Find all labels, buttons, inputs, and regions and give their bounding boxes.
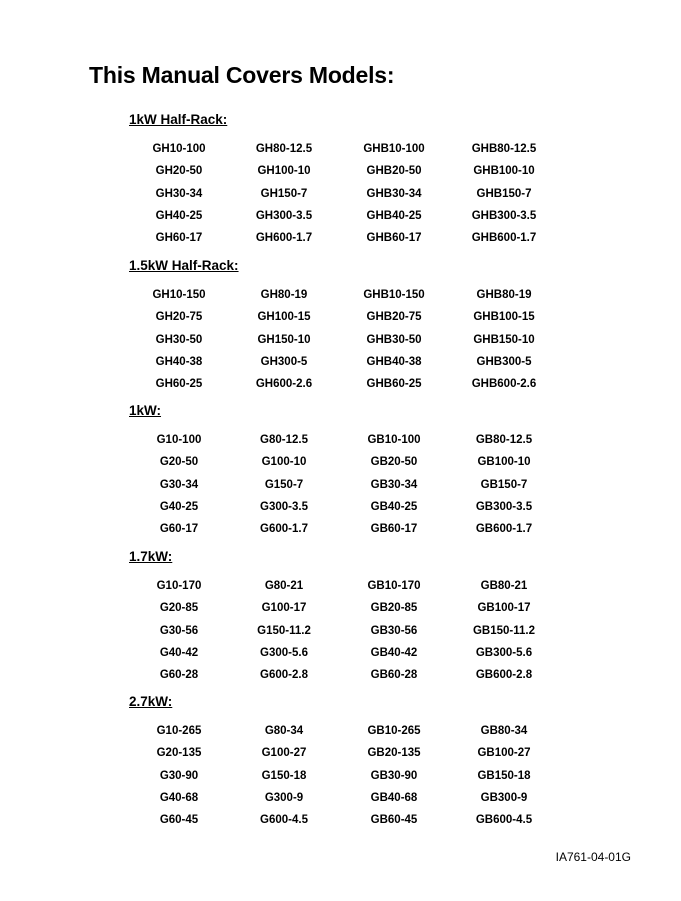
model-cell: G30-34 <box>159 478 199 491</box>
model-cell: G60-45 <box>159 814 199 827</box>
model-cell: G60-28 <box>159 669 199 682</box>
models-table <box>129 429 559 540</box>
model-cell: GB10-265 <box>367 725 421 737</box>
model-cell: GB600-4.5 <box>475 814 533 827</box>
document-code: IA761-04-01G <box>555 850 631 864</box>
section-heading: 1.5kW Half-Rack: <box>129 258 239 273</box>
model-cell: GB600-2.8 <box>475 669 533 682</box>
table-row <box>129 227 559 249</box>
table-row <box>129 518 559 540</box>
model-cell: G80-34 <box>264 725 304 737</box>
model-cell: GB600-1.7 <box>475 523 533 536</box>
table-row <box>129 642 559 664</box>
model-cell: G10-100 <box>156 434 202 446</box>
model-cell: G20-85 <box>159 602 199 615</box>
table-row <box>129 451 559 473</box>
model-cell: GH100-15 <box>257 311 311 324</box>
model-cell: GB300-5.6 <box>475 646 533 659</box>
table-row <box>129 160 559 182</box>
table-row <box>129 787 559 809</box>
page-title: This Manual Covers Models: <box>89 62 395 88</box>
table-row <box>129 720 559 742</box>
model-cell: GB20-85 <box>370 602 418 615</box>
model-cell: GH600-2.6 <box>255 378 313 391</box>
model-cell: GHB30-50 <box>366 333 422 346</box>
table-row <box>129 620 559 642</box>
model-cell: GB30-56 <box>370 624 418 637</box>
model-section <box>129 547 609 686</box>
model-cell: G300-5.6 <box>260 646 308 659</box>
table-row <box>129 496 559 518</box>
table-row <box>129 351 559 373</box>
model-cell: G150-7 <box>264 478 304 491</box>
model-cell: GHB40-38 <box>366 355 422 368</box>
model-cell: G100-17 <box>261 602 307 615</box>
model-cell: GH150-10 <box>257 333 311 346</box>
model-cell: G10-265 <box>156 725 202 737</box>
model-cell: GHB40-25 <box>366 209 422 222</box>
model-cell: G60-17 <box>159 523 199 536</box>
model-cell: GHB60-25 <box>366 378 422 391</box>
model-cell: G80-21 <box>264 580 304 592</box>
model-cell: G40-25 <box>159 500 199 513</box>
model-cell: GB60-45 <box>370 814 418 827</box>
model-cell: GB100-17 <box>477 602 531 615</box>
table-row <box>129 664 559 686</box>
model-cell: GHB30-34 <box>366 187 422 200</box>
model-cell: GH60-25 <box>155 378 203 391</box>
model-cell: GH30-34 <box>155 187 203 200</box>
table-row <box>129 742 559 764</box>
model-cell: GB20-135 <box>367 747 421 760</box>
model-cell: GH300-3.5 <box>255 209 313 222</box>
model-cell: G300-3.5 <box>260 500 308 513</box>
model-cell: GB150-11.2 <box>472 624 535 637</box>
model-section <box>129 110 609 249</box>
model-cell: G150-18 <box>261 769 307 782</box>
table-row <box>129 329 559 351</box>
model-cell: GHB10-100 <box>363 143 425 155</box>
model-cell: G150-11.2 <box>257 624 311 637</box>
table-row <box>129 373 559 395</box>
model-cell: G30-90 <box>159 769 199 782</box>
table-row <box>129 284 559 306</box>
model-cell: GB80-34 <box>480 725 528 737</box>
model-cell: GHB20-50 <box>366 165 422 178</box>
model-cell: GHB80-12.5 <box>471 143 537 155</box>
table-row <box>129 809 559 831</box>
section-heading: 1kW: <box>129 403 162 418</box>
model-cell: G20-50 <box>159 456 199 469</box>
model-cell: GB40-25 <box>370 500 418 513</box>
model-section <box>129 401 609 540</box>
model-section <box>129 256 609 395</box>
table-row <box>129 597 559 619</box>
model-cell: GH80-12.5 <box>255 143 313 155</box>
model-cell: GHB300-3.5 <box>471 209 537 222</box>
table-row <box>129 575 559 597</box>
section-heading: 2.7kW: <box>129 694 173 709</box>
models-table <box>129 575 559 686</box>
model-cell: GHB600-2.6 <box>471 378 537 391</box>
model-cell: GHB20-75 <box>366 311 422 324</box>
section-heading: 1.7kW: <box>129 549 173 564</box>
model-cell: GHB600-1.7 <box>471 232 537 245</box>
model-cell: GHB80-19 <box>476 289 532 301</box>
model-cell: GB80-21 <box>480 580 528 592</box>
model-cell: GH80-19 <box>260 289 308 301</box>
model-cell: GHB150-7 <box>476 187 532 200</box>
model-cell: GB150-7 <box>480 478 528 491</box>
model-cell: GB30-90 <box>370 769 418 782</box>
model-cell: GH600-1.7 <box>255 232 313 245</box>
model-cell: GB40-68 <box>370 791 418 804</box>
model-cell: GHB150-10 <box>473 333 535 346</box>
model-cell: G30-56 <box>159 624 199 637</box>
model-cell: G20-135 <box>156 747 202 760</box>
model-cell: GB150-18 <box>477 769 531 782</box>
table-row <box>129 306 559 328</box>
model-cell: GH300-5 <box>260 355 308 368</box>
model-cell: GB100-27 <box>477 747 531 760</box>
model-cell: GB300-3.5 <box>475 500 533 513</box>
model-cell: GH40-38 <box>155 355 203 368</box>
table-row <box>129 205 559 227</box>
model-cell: GHB100-15 <box>473 311 535 324</box>
model-cell: GB10-100 <box>367 434 421 446</box>
model-cell: GB10-170 <box>367 580 421 592</box>
model-cell: G300-9 <box>264 791 304 804</box>
model-cell: G40-68 <box>159 791 199 804</box>
section-heading: 1kW Half-Rack: <box>129 112 228 127</box>
table-row <box>129 138 559 160</box>
model-cell: GB60-28 <box>370 669 418 682</box>
model-cell: G80-12.5 <box>260 434 308 446</box>
model-cell: GH150-7 <box>260 187 308 200</box>
model-cell: GH60-17 <box>155 232 203 245</box>
model-cell: GB40-42 <box>370 646 418 659</box>
model-cell: G600-4.5 <box>260 814 308 827</box>
model-section <box>129 692 609 831</box>
model-cell: G600-1.7 <box>260 523 308 536</box>
model-cell: GH20-50 <box>155 165 203 178</box>
model-cell: G600-2.8 <box>260 669 308 682</box>
model-cell: GB100-10 <box>477 456 531 469</box>
model-cell: GH20-75 <box>155 311 203 324</box>
model-cell: GHB300-5 <box>476 355 532 368</box>
model-cell: GH10-100 <box>152 143 206 155</box>
model-cell: G100-27 <box>261 747 307 760</box>
model-cell: GH30-50 <box>155 333 203 346</box>
table-row <box>129 183 559 205</box>
model-cell: GB20-50 <box>370 456 418 469</box>
model-cell: G10-170 <box>156 580 202 592</box>
table-row <box>129 429 559 451</box>
model-cell: GB30-34 <box>370 478 418 491</box>
model-cell: G40-42 <box>159 646 199 659</box>
model-cell: GHB100-10 <box>473 165 535 178</box>
model-cell: GB300-9 <box>480 791 528 804</box>
model-cell: GHB60-17 <box>366 232 422 245</box>
table-row <box>129 765 559 787</box>
models-table <box>129 284 559 395</box>
models-table <box>129 720 559 831</box>
model-cell: GB60-17 <box>370 523 418 536</box>
model-cell: GH10-150 <box>152 289 206 301</box>
model-cell: GB80-12.5 <box>475 434 533 446</box>
table-row <box>129 474 559 496</box>
model-cell: G100-10 <box>261 456 307 469</box>
models-table <box>129 138 559 249</box>
model-cell: GH100-10 <box>257 165 311 178</box>
model-cell: GH40-25 <box>155 209 203 222</box>
model-cell: GHB10-150 <box>363 289 425 301</box>
